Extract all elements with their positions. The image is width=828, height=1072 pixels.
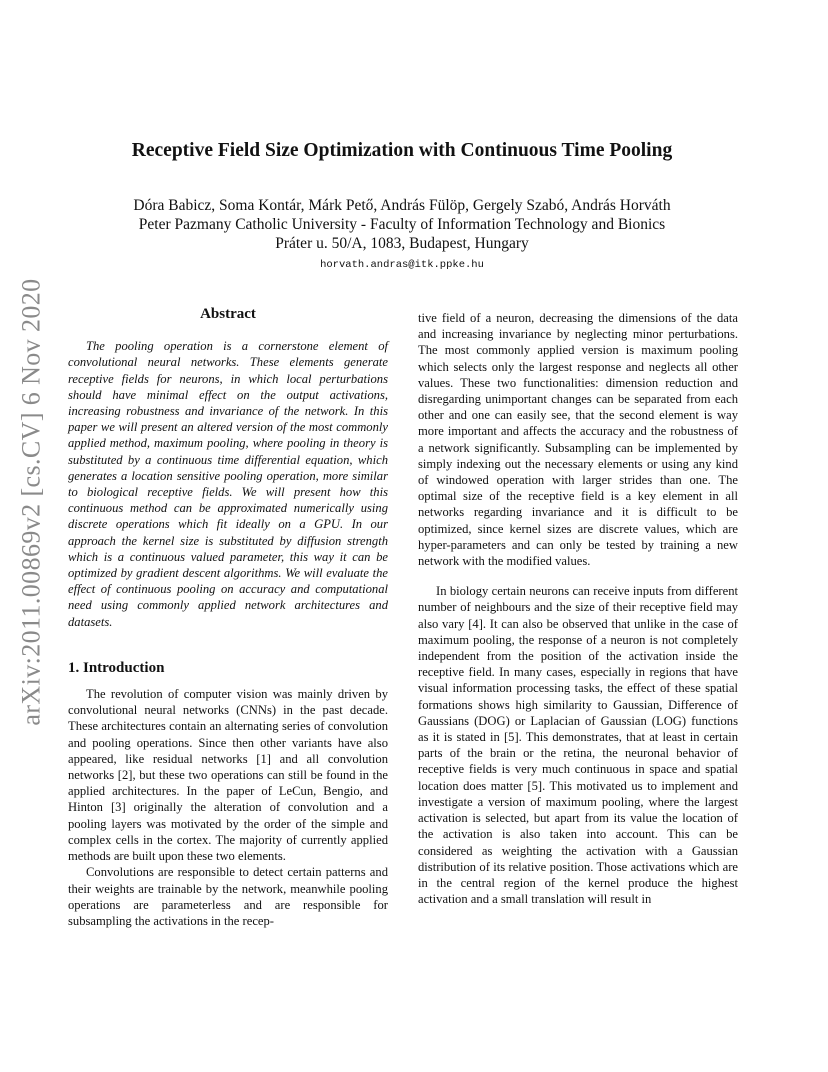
address: Práter u. 50/A, 1083, Budapest, Hungary: [275, 235, 529, 252]
left-column: [68, 306, 388, 929]
arxiv-identifier: arXiv:2011.00869v2 [cs.CV] 6 Nov 2020: [17, 278, 47, 726]
intro-paragraph-3: In biology certain neurons can receive inputs from different number of neighbours and the size of their receptive field may also vary [4]. It can also be observed that unlike in the case of maximum pooling, the response of a neuron is not completely independent from the position of the activation inside the receptive field. In many cases, especially in regions that have visual information processing tasks, the effect of these spatial formations shows high similarity to Gaussian, Difference of Gaussians (DOG) or Laplacian of Gaussian (LOG) functions as it is stated in [5]. This demonstrates, that at least in certain parts of the brain or the retina, the neuronal behavior of receptive fields is very much continuous in space and spatial location does matter [5]. This motivated us to implement and investigate a version of maximum pooling, where the largest activation is selected, but apart from its value the location of the activation is also taken into account. This can be considered as weighting the activation with a Gaussian distribution of its relative position. Those activations which are in the central region of the kernel produce the highest activation and a small translation will result in: [418, 584, 738, 907]
intro-paragraph-2-start: Convolutions are responsible to detect certain patterns and their weights are trainable by the network, meanwhile pooling operations are parameterless and are responsible for subsampling the activations in the recep-: [68, 865, 388, 928]
arxiv-sidebar: [12, 272, 52, 732]
right-column: [418, 310, 738, 907]
author-list: Dóra Babicz, Soma Kontár, Márk Pető, András Fülöp, Gergely Szabó, András Horváth: [133, 197, 671, 214]
intro-paragraph-1: The revolution of computer vision was mainly driven by convolutional neural networks (CNNs) in the past decade. These architectures contain an alternating series of convolution and pooling operations. Since then other variants have also appeared, like residual networks [1] and all convolution networks [2], but these two operations can still be found in the applied architectures. In the paper of LeCun, Bengio, and Hinton [3] originally the alteration of convolution and a pooling layers was motivated by the order of the simple and complex cells in the cortex. The majority of currently applied methods are built upon these two elements.: [68, 687, 388, 864]
contact-email: horvath.andras@itk.ppke.hu: [320, 259, 484, 271]
author-block: [70, 196, 734, 275]
intro-paragraph-2-continued: tive field of a neuron, decreasing the dimensions of the data and increasing invariance by neglecting minor perturbations. The most commonly applied version is maximum pooling which selects only the largest response and neglects all other values. These two functionalities: dimension reduction and disregarding unimportant changes can be separated from each other and one can easily see, that the second element is way more important and affects the accuracy and the robustness of a network significantly. Subsampling can be implemented by simply indexing out the necessary elements or using any kind of windowed operation with larger strides than one. The optimal size of the receptive field is a key element in all networks regarding invariance and it is difficult to be optimized, since kernel sizes are discrete values, which are hyper-parameters and can only be tested by training a new network with the modified values.: [418, 311, 738, 569]
abstract-text: The pooling operation is a cornerstone element of convolutional neural networks. These elements generate receptive fields for neurons, in which local perturbations should have minimal effect on the output activations, increasing robustness and invariance of the network. In this paper we will present an altered version of the most commonly applied method, maximum pooling, where pooling in theory is substituted by a continuous time differential equation, which generates a location sensitive pooling operation, more similar to biological receptive fields. We will present how this continuous method can be approximated numerically using discrete operations which fit ideally on a GPU. In our approach the kernel size is substituted by diffusion strength which is a continuous valued parameter, this way it can be optimized by gradient descent algorithms. We will evaluate the effect of continuous pooling on accuracy and computational need using commonly applied network architectures and datasets.: [68, 339, 388, 629]
introduction-heading: 1. Introduction: [68, 659, 165, 676]
abstract-heading: Abstract: [200, 306, 256, 322]
affiliation: Peter Pazmany Catholic University - Faculty of Information Technology and Bionics: [138, 216, 666, 233]
paper-title: Receptive Field Size Optimization with Continuous Time Pooling: [131, 140, 673, 161]
